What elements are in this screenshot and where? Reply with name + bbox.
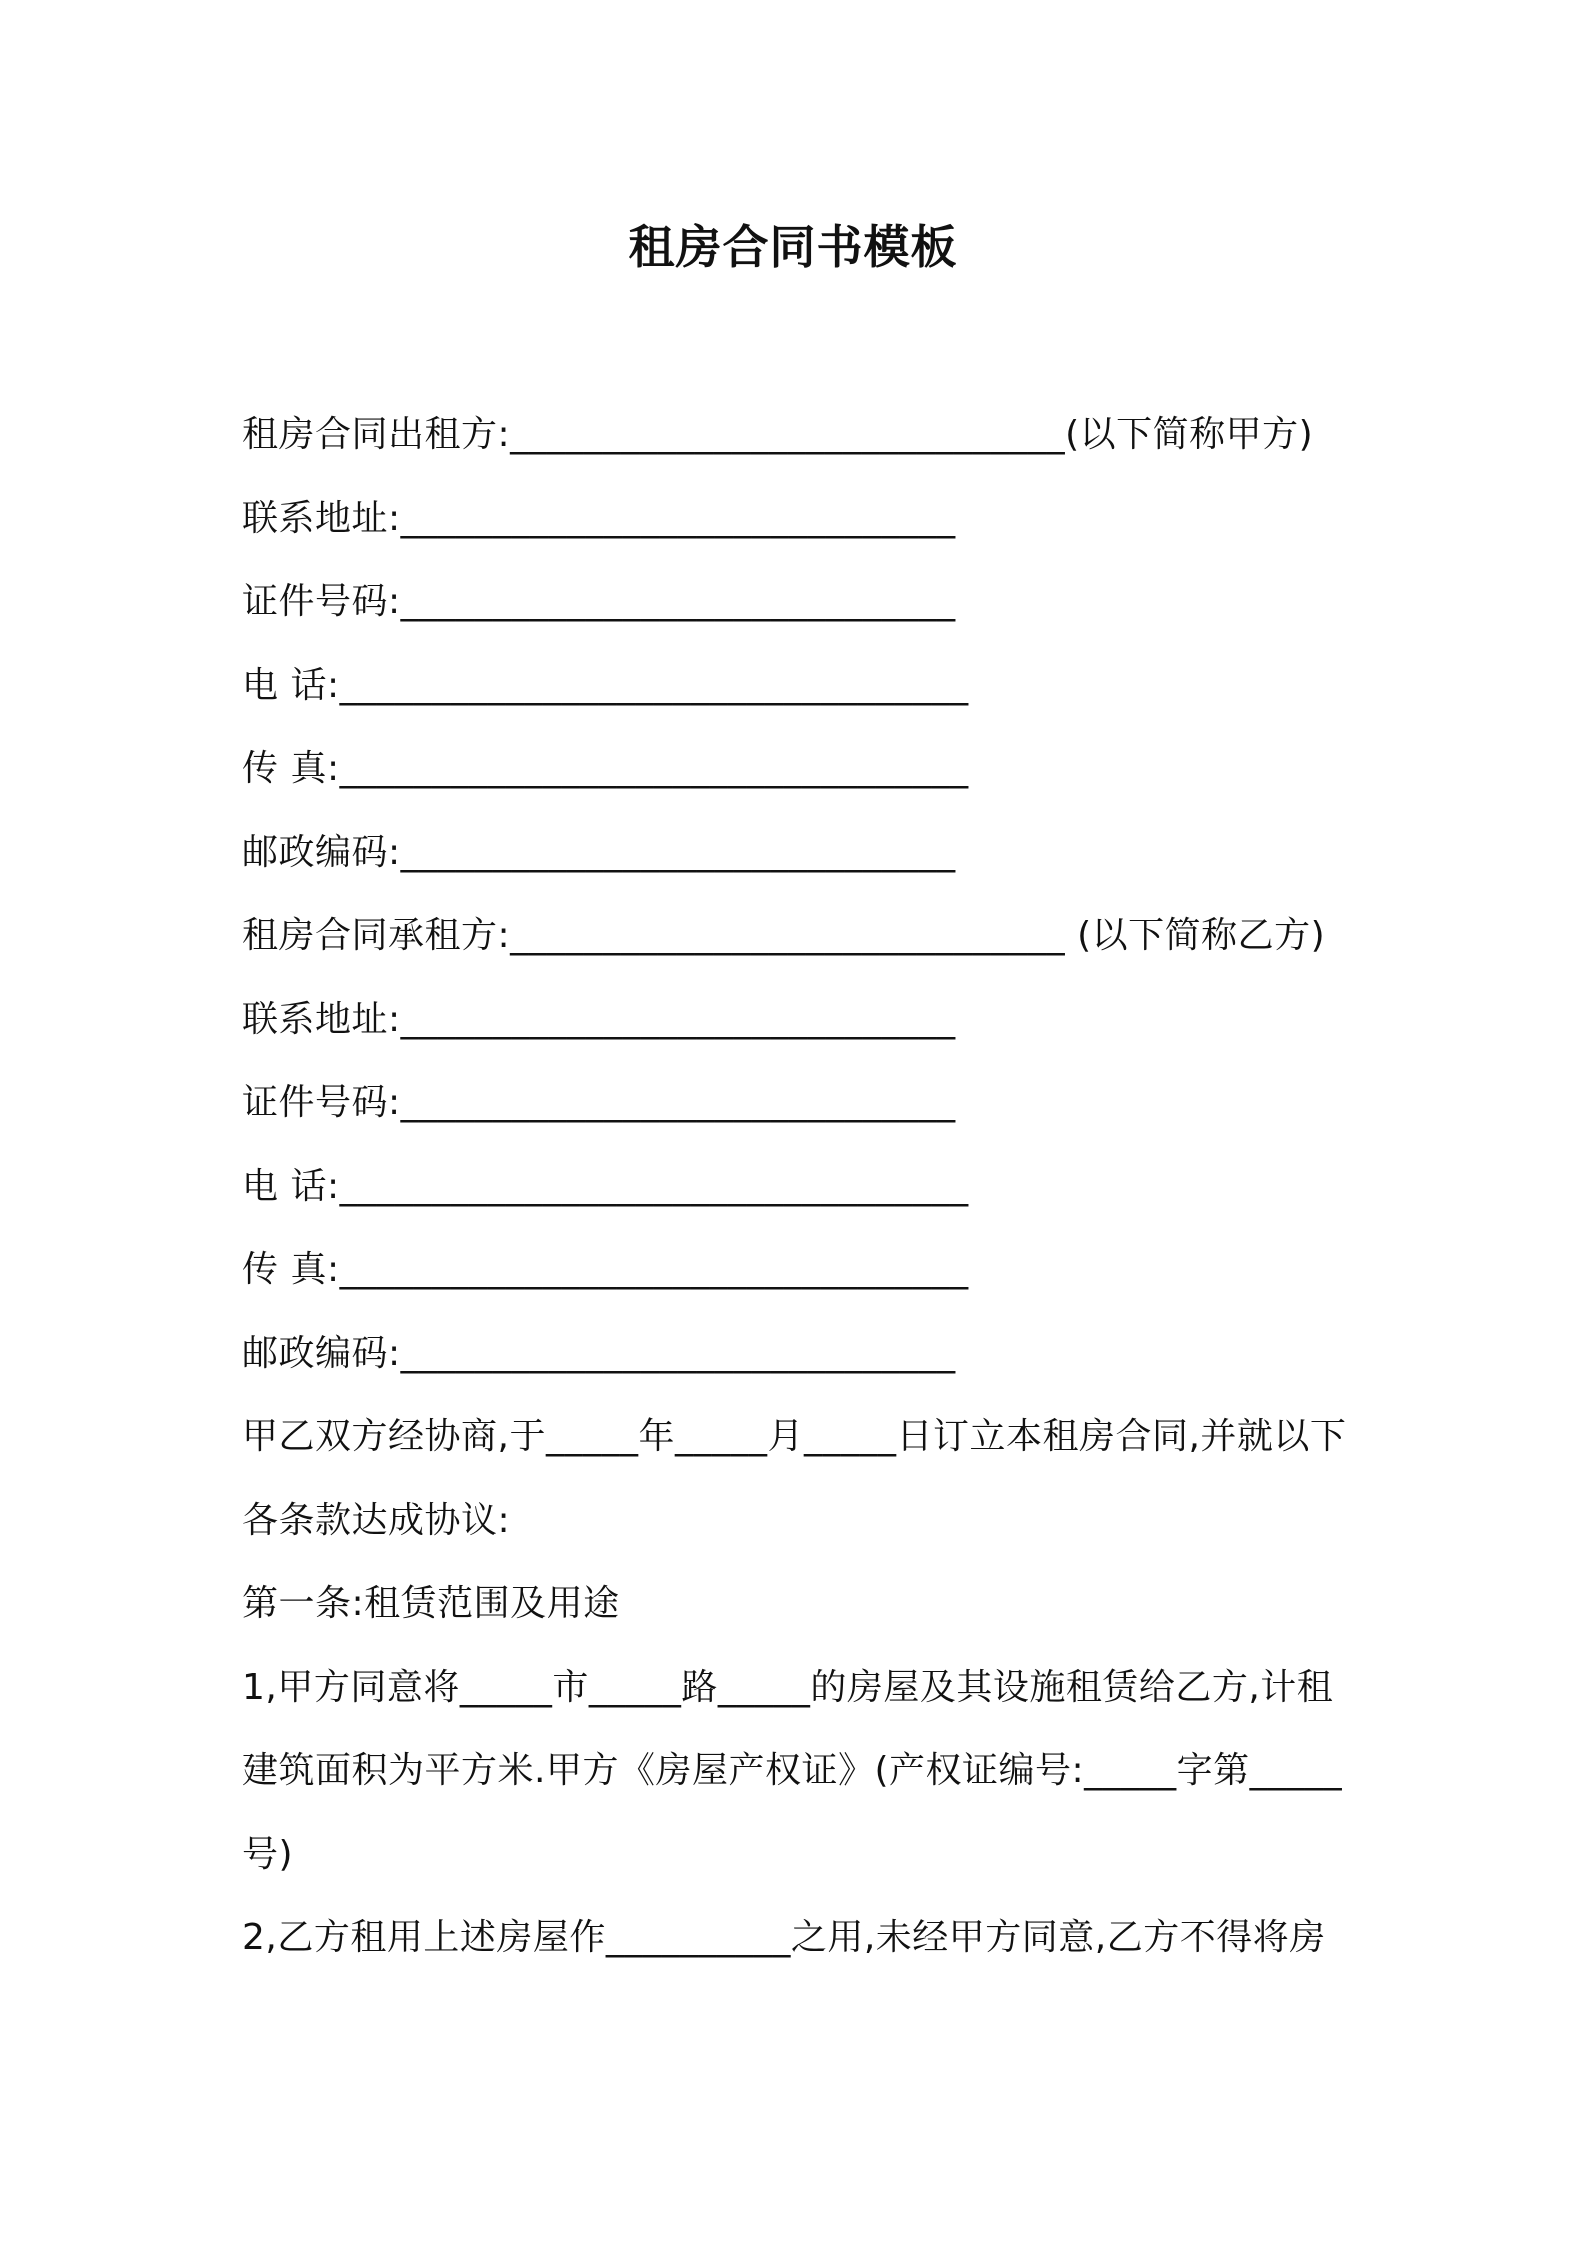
lessor-address-line: 联系地址:______________________________ [242, 498, 956, 539]
agreement-intro-line-2: 各条款达成协议: [242, 1500, 511, 1541]
lessor-phone-line: 电 话:__________________________________ [242, 665, 969, 706]
clause-2-line-1: 2,乙方租用上述房屋作__________之用,未经甲方同意,乙方不得将房 [242, 1917, 1326, 1958]
lessor-postcode-line: 邮政编码:______________________________ [242, 832, 956, 873]
lessee-fax-line: 传 真:__________________________________ [242, 1249, 969, 1290]
lessor-line: 租房合同出租方:______________________________(以下简称甲方) [242, 414, 1314, 455]
lessee-phone-line: 电 话:__________________________________ [242, 1166, 969, 1207]
lessee-id-number-line: 证件号码:______________________________ [242, 1082, 956, 1123]
clause-1-line-2: 建筑面积为平方米.甲方《房屋产权证》(产权证编号:_____字第_____ [242, 1750, 1343, 1791]
clause-1-line-1: 1,甲方同意将_____市_____路_____的房屋及其设施租赁给乙方,计租 [242, 1667, 1334, 1708]
lessee-line: 租房合同承租方:______________________________ (以下简称乙方) [242, 915, 1326, 956]
agreement-intro-line-1: 甲乙双方经协商,于_____年_____月_____日订立本租房合同,并就以下 [242, 1416, 1347, 1457]
lessee-address-line: 联系地址:______________________________ [242, 999, 956, 1040]
lessor-fax-line: 传 真:__________________________________ [242, 748, 969, 789]
lessee-postcode-line: 邮政编码:______________________________ [242, 1333, 956, 1374]
article-one-heading: 第一条:租赁范围及用途 [242, 1583, 620, 1624]
lessor-id-number-line: 证件号码:______________________________ [242, 581, 956, 622]
clause-1-line-3: 号) [242, 1834, 294, 1875]
document-title: 租房合同书模板 [628, 220, 958, 274]
